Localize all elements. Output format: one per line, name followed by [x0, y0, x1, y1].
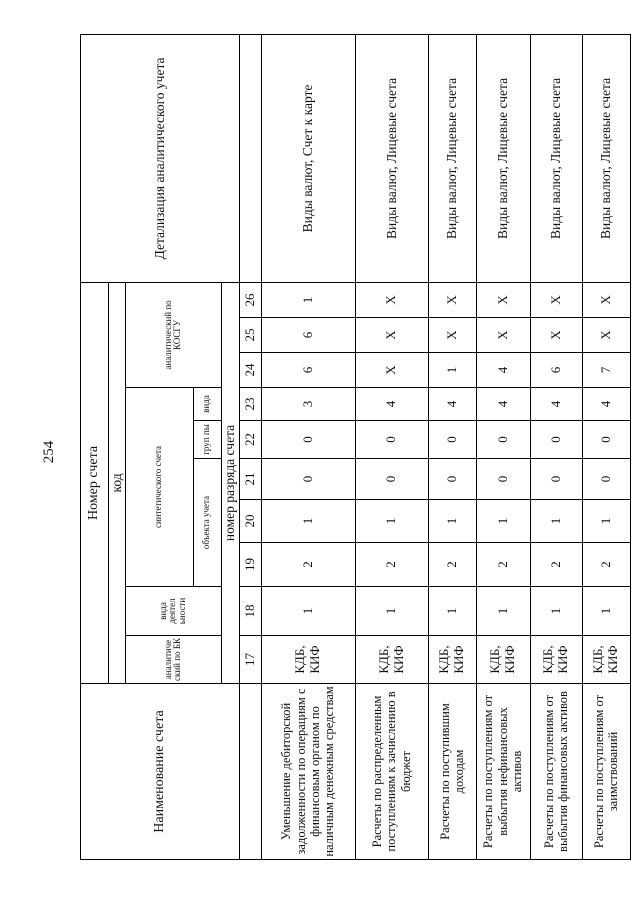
digit-20: 20 — [239, 500, 261, 543]
row-d19: 2 — [530, 543, 582, 587]
row-d22: 0 — [428, 421, 476, 459]
header-account-name: Наименование счета — [81, 684, 240, 860]
row-d26: X — [428, 282, 476, 317]
row-d21: 0 — [261, 459, 355, 500]
row-d23: 4 — [428, 388, 476, 421]
row-name: Расчеты по поступлениям от выбытия нефинансовых активов — [476, 684, 530, 860]
row-activity: 1 — [530, 587, 582, 636]
row-bk: КДБ, КИФ — [355, 636, 428, 684]
table-row — [582, 34, 630, 859]
row-d25: X — [582, 318, 630, 353]
row-name: Расчеты по распределенным поступлениям к зачислению в бюджет — [355, 684, 428, 860]
digit-spacer-left — [239, 684, 261, 860]
table-row — [476, 34, 530, 859]
row-d19: 2 — [261, 543, 355, 587]
row-detail: Виды валют, Счет к карте — [261, 34, 355, 282]
row-detail: Виды валют, Лицевые счета — [476, 34, 530, 282]
row-d20: 1 — [476, 500, 530, 543]
row-name: Расчеты по поступлениям от выбытия финансовых активов — [530, 684, 582, 860]
row-d23: 4 — [530, 388, 582, 421]
digit-18: 18 — [239, 587, 261, 636]
row-d22: 0 — [582, 421, 630, 459]
header-digit-number: номер разряда счета — [221, 282, 239, 683]
row-activity: 1 — [428, 587, 476, 636]
row-d26: X — [530, 282, 582, 317]
row-d26: X — [355, 282, 428, 317]
row-d26: X — [476, 282, 530, 317]
row-d20: 1 — [582, 500, 630, 543]
row-d24: 7 — [582, 353, 630, 388]
row-d25: X — [428, 318, 476, 353]
digit-24: 24 — [239, 353, 261, 388]
digit-26: 26 — [239, 282, 261, 317]
digit-25: 25 — [239, 318, 261, 353]
row-d20: 1 — [355, 500, 428, 543]
row-d24: 1 — [428, 353, 476, 388]
row-d25: X — [476, 318, 530, 353]
row-activity: 1 — [476, 587, 530, 636]
row-d19: 2 — [582, 543, 630, 587]
row-detail: Виды валют, Лицевые счета — [530, 34, 582, 282]
row-d22: 0 — [261, 421, 355, 459]
digit-19: 19 — [239, 543, 261, 587]
table-row — [355, 34, 428, 859]
table-row — [530, 34, 582, 859]
header-object: объекта учета — [193, 459, 221, 587]
row-d24: 6 — [261, 353, 355, 388]
digit-21: 21 — [239, 459, 261, 500]
row-d21: 0 — [476, 459, 530, 500]
row-bk: КДБ, КИФ — [428, 636, 476, 684]
row-d26: 1 — [261, 282, 355, 317]
header-code: код — [109, 282, 126, 683]
row-activity: 1 — [355, 587, 428, 636]
page-number: 254 — [41, 440, 57, 464]
header-activity-type: вида деятел ьности — [125, 587, 221, 636]
row-d25: X — [530, 318, 582, 353]
header-group: груп пы — [193, 421, 221, 459]
header-account-number: Номер счета — [81, 282, 109, 683]
row-d20: 1 — [428, 500, 476, 543]
row-detail: Виды валют, Лицевые счета — [428, 34, 476, 282]
row-d23: 4 — [582, 388, 630, 421]
table-wrapper — [80, 35, 621, 860]
row-d23: 3 — [261, 388, 355, 421]
digit-spacer-right — [239, 34, 261, 282]
row-bk: КДБ, КИФ — [261, 636, 355, 684]
row-d22: 0 — [476, 421, 530, 459]
row-d19: 2 — [428, 543, 476, 587]
row-activity: 1 — [582, 587, 630, 636]
row-d21: 0 — [530, 459, 582, 500]
table-row — [261, 34, 355, 859]
digit-22: 22 — [239, 421, 261, 459]
accounts-table — [80, 34, 631, 860]
row-d26: X — [582, 282, 630, 317]
row-d24: 4 — [476, 353, 530, 388]
row-d19: 2 — [355, 543, 428, 587]
row-d25: X — [355, 318, 428, 353]
row-name: Уменьшение дебиторской задолженности по операциям с финансовым органом по наличным денежным средствам — [261, 684, 355, 860]
header-kind: вида — [193, 388, 221, 421]
row-d20: 1 — [261, 500, 355, 543]
row-d19: 2 — [476, 543, 530, 587]
row-d23: 4 — [476, 388, 530, 421]
row-d21: 0 — [428, 459, 476, 500]
row-name: Расчеты по поступившим доходам — [428, 684, 476, 860]
row-d22: 0 — [355, 421, 428, 459]
header-synthetic: синтетического счета — [125, 388, 193, 587]
row-activity: 1 — [261, 587, 355, 636]
row-detail: Виды валют, Лицевые счета — [582, 34, 630, 282]
row-bk: КДБ, КИФ — [582, 636, 630, 684]
digit-23: 23 — [239, 388, 261, 421]
row-d21: 0 — [355, 459, 428, 500]
row-d24: X — [355, 353, 428, 388]
row-d20: 1 — [530, 500, 582, 543]
header-analytic-kosgu: аналитический по КОСГУ — [125, 282, 221, 387]
row-d25: 6 — [261, 318, 355, 353]
header-analytic-bk: аналитиче ский по БК — [125, 636, 221, 684]
table-row — [428, 34, 476, 859]
row-d21: 0 — [582, 459, 630, 500]
row-detail: Виды валют, Лицевые счета — [355, 34, 428, 282]
row-bk: КДБ, КИФ — [530, 636, 582, 684]
header-detail: Детализация аналитического учета — [81, 34, 240, 282]
row-name: Расчеты по поступлениям от заимствований — [582, 684, 630, 860]
row-d24: 6 — [530, 353, 582, 388]
row-d22: 0 — [530, 421, 582, 459]
digit-17: 17 — [239, 636, 261, 684]
row-bk: КДБ, КИФ — [476, 636, 530, 684]
row-d23: 4 — [355, 388, 428, 421]
